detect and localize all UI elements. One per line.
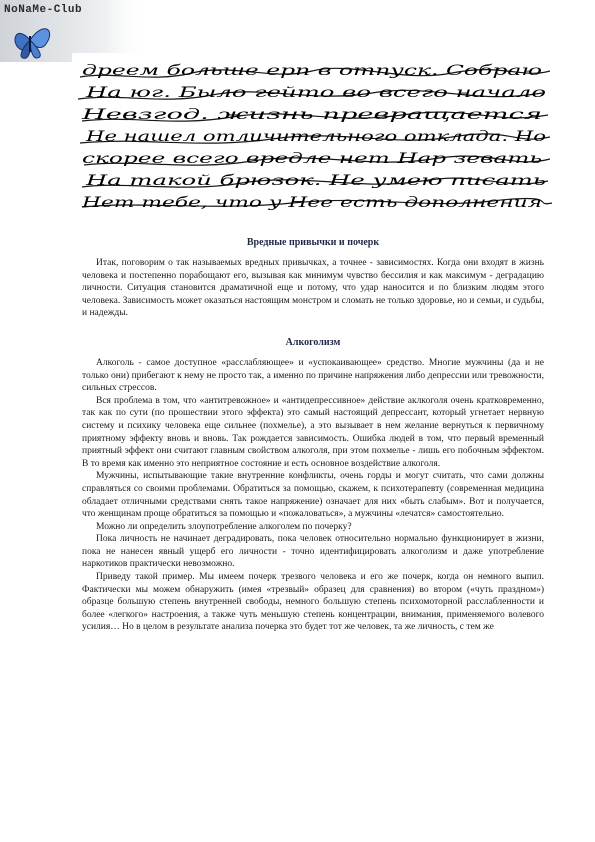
body-paragraph: Пока личность не начинает деградировать, пока человек относительно нормально функционирует в жизни, пока не нанесен явный ущерб его личности - точно идентифицировать алкоголизм и даже употребление наркотиков практически невозможно. <box>82 534 544 570</box>
body-paragraph: Можно ли определить злоупотребление алкоголем по почерку? <box>96 521 352 532</box>
body-paragraph: Вся проблема в том, что «антитревожное» и «антидепрессивное» действие аклкоголя очень кратковременно, так как по сути (по прошествии этого эффекта) это самый настоящий депрессант, который угнетает нервную систему и психику человека еще сильнее (похмелье), а это вызывает в нем желание вернуться к первичному приятному эффекту вновь и вновь. Так рождается зависимость. Ошибка людей в том, что первый временный приятный эффект они считают главным свойством алкоголя, при этом похмелье - лишь его побочным эффектом. В то время как именно это неприятное состояние и есть основное воздействие алкоголя. <box>82 395 544 469</box>
body-paragraph: Приведу такой пример. Мы имеем почерк трезвого человека и его же почерк, когда он немного выпил. Фактически мы можем обнаружить (имея «трезвый» образец для сравнения) во втором («чуть праздном») образце большую степень внутренней свободы, немного большую степень психомоторной расслабленности и более «легкого» настроения, а также чуть меньшую степень концентрации, внимания, применяемого волевого усилия… Но в целом в результате анализа почерка это будет тот же человек, та же личность, с тем же <box>82 572 544 633</box>
handwriting-line: Нет тебе, что у Нее есть дополнения <box>80 195 543 211</box>
body-paragraph: Мужчины, испытывающие такие внутренние конфликты, очень горды и могут считать, что сами должны справляться со своими проблемами. Обратиться за помощью, скажем, к психотерапевту (современная медицина обладает отличными средствами снять такое напряжение) означает для них «быть слабым». Вот и получается, что женщинам проще обратиться за помощью и «пожаловаться», а мужчины «лечатся» самостоятельно. <box>82 471 544 520</box>
handwriting-line: дреем больше ерп в отпуск. Собраю <box>82 63 542 79</box>
body-paragraph: Алкоголь - самое доступное «расслабляющее» и «успокаивающее» средство. Многие мужчины (да и не только они) прибегают к нему не просто так, а именно по причине напряжения либо депрессии или тревожности, сильных стрессов. <box>82 357 544 394</box>
intro-paragraph: Итак, поговорим о так называемых вредных привычках, а точнее - зависимостях. Когда они входят в жизнь человека и постепенно порабощают его, вызывая как минимум чувство бессилия и как максимум - деградацию личности. Ситуация становится драматичной еще и потому, что удар наносится и по близким людям этого человека. Зависимость может оказаться настоящим монстром и сломать не только здоровье, но и семьи, и судьбы, и надежды. <box>82 258 544 319</box>
handwriting-line: скорее всего вредле нет Нар зевать <box>82 151 542 167</box>
handwriting-line: На юг. Было гейто во всего начало <box>84 85 547 101</box>
watermark-text: NoNaMe-Club <box>4 4 83 16</box>
handwriting-line: На такой брюзок. Не умею писать <box>84 173 546 189</box>
section-title-alcoholism: Алкоголизм <box>285 336 341 348</box>
handwriting-line: Не нашел отличительного отклада. Но <box>84 129 546 145</box>
article <box>82 236 544 634</box>
handwriting-line: Невзгод. жизнь превращается <box>80 107 542 123</box>
article-title: Вредные привычки и почерк <box>246 237 380 248</box>
handwriting-sample-image <box>72 53 554 213</box>
